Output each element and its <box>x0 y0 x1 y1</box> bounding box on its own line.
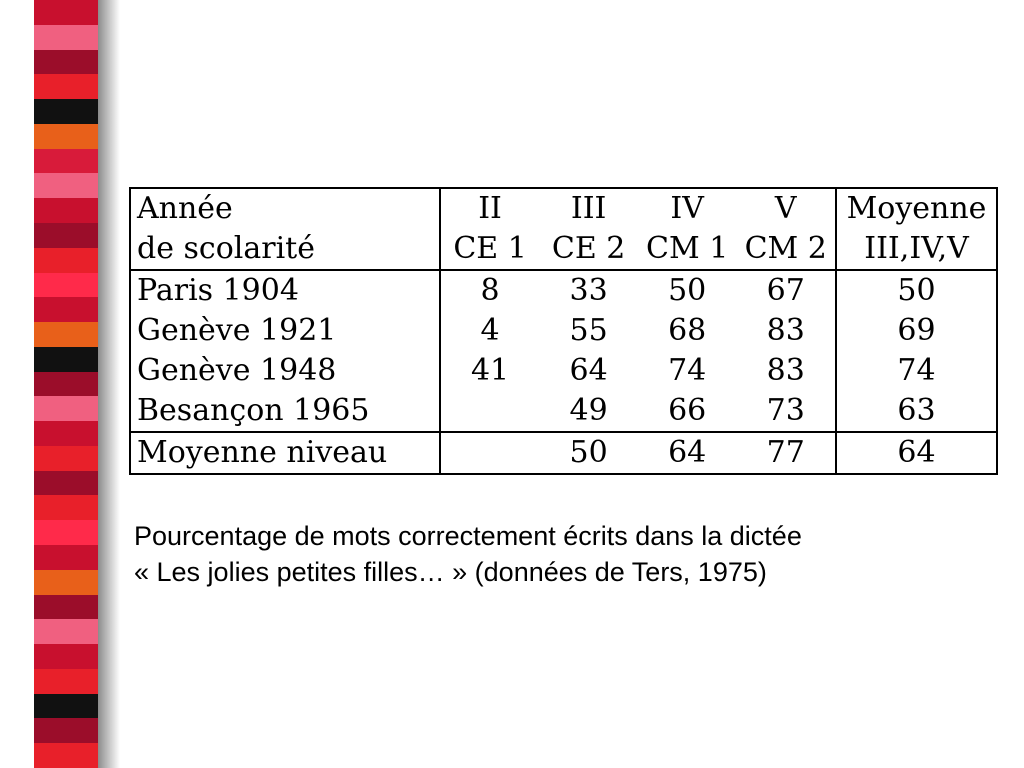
cell-value: 4 <box>480 313 500 348</box>
caption-line2: « Les jolies petites filles… » (données de Ters, 1975) <box>134 557 767 587</box>
cell-value: 73 <box>736 391 836 432</box>
stripe-segment <box>34 694 98 720</box>
stripe-segment <box>34 347 98 373</box>
stripe-segment <box>34 570 98 596</box>
stripe-segment <box>34 322 98 348</box>
stripe-segment <box>34 471 98 497</box>
table-caption <box>134 518 1004 590</box>
stripe-segment <box>34 198 98 224</box>
header-average-line1: Moyenne <box>836 188 997 229</box>
stripe-segment <box>34 446 98 472</box>
stripe-segment <box>34 669 98 695</box>
table-header-row-2 <box>130 229 997 270</box>
cell-average: 63 <box>836 391 997 432</box>
stripe-segment <box>34 223 98 249</box>
stripe-segment <box>34 248 98 274</box>
stripe-segment <box>34 595 98 621</box>
footer-value <box>440 432 540 474</box>
stripe-segment <box>34 495 98 521</box>
cell-value: 55 <box>569 313 608 348</box>
stripe-segment <box>34 396 98 422</box>
footer-value: 77 <box>736 432 836 474</box>
stripe-segment <box>34 0 98 26</box>
stripe-segment <box>34 718 98 744</box>
table-row <box>130 351 997 391</box>
stripe-segment <box>34 545 98 571</box>
stripe-segment <box>34 644 98 670</box>
header-col-ce1: CE 1 <box>440 229 540 270</box>
dictation-results-table <box>129 187 998 475</box>
cell-value: 83 <box>766 353 805 388</box>
stripe-segment <box>34 372 98 398</box>
cell-value: 83 <box>766 313 805 348</box>
stripe-segment <box>34 421 98 447</box>
header-col-iii: III <box>539 188 638 229</box>
cell-value: 66 <box>638 391 737 432</box>
cell-value: 8 <box>480 273 500 308</box>
stripe-segment <box>34 173 98 199</box>
table-row <box>130 391 997 432</box>
header-col-cm2: CM 2 <box>736 229 836 270</box>
header-label-line1: Année <box>130 188 440 229</box>
stripe-segment <box>34 124 98 150</box>
row-label: Paris 1904 <box>130 270 440 311</box>
cell-value: 41 <box>470 353 510 388</box>
cell-value: 50 <box>668 273 707 308</box>
header-average-line2: III,IV,V <box>836 229 997 270</box>
header-col-iv: IV <box>638 188 737 229</box>
decorative-stripe-bar <box>34 0 98 768</box>
cell-average: 69 <box>836 311 997 351</box>
header-col-cm1: CM 1 <box>638 229 737 270</box>
stripe-segment <box>34 50 98 76</box>
header-label-line2: de scolarité <box>130 229 440 270</box>
cell-average: 74 <box>836 351 997 391</box>
cell-value: 49 <box>539 391 638 432</box>
header-col-v: V <box>736 188 836 229</box>
row-label: Besançon 1965 <box>130 391 440 432</box>
cell-value: 64 <box>569 353 608 388</box>
table-row <box>130 270 997 311</box>
row-label: Genève 1948 <box>130 351 440 391</box>
stripe-segment <box>34 99 98 125</box>
table-row <box>130 311 997 351</box>
caption-line1: Pourcentage de mots correctement écrits dans la dictée <box>134 521 802 551</box>
footer-label: Moyenne niveau <box>130 432 440 474</box>
row-label: Genève 1921 <box>130 311 440 351</box>
footer-value: 64 <box>638 432 737 474</box>
table-header-row-1 <box>130 188 997 229</box>
cell-value: 33 <box>569 273 608 308</box>
stripe-segment <box>34 520 98 546</box>
table-footer-row <box>130 432 997 474</box>
cell-value <box>440 391 540 432</box>
header-col-ii: II <box>440 188 540 229</box>
cell-average: 50 <box>836 270 997 311</box>
cell-value: 67 <box>766 273 805 308</box>
footer-average: 64 <box>836 432 997 474</box>
stripe-segment <box>34 25 98 51</box>
stripe-segment <box>34 149 98 175</box>
stripe-segment <box>34 297 98 323</box>
header-col-ce2: CE 2 <box>539 229 638 270</box>
cell-value: 68 <box>668 313 707 348</box>
stripe-segment <box>34 273 98 299</box>
stripe-segment <box>34 619 98 645</box>
stripe-segment <box>34 743 98 768</box>
footer-value: 50 <box>539 432 638 474</box>
stripe-shadow <box>98 0 120 768</box>
stripe-segment <box>34 74 98 100</box>
cell-value: 74 <box>668 353 707 388</box>
